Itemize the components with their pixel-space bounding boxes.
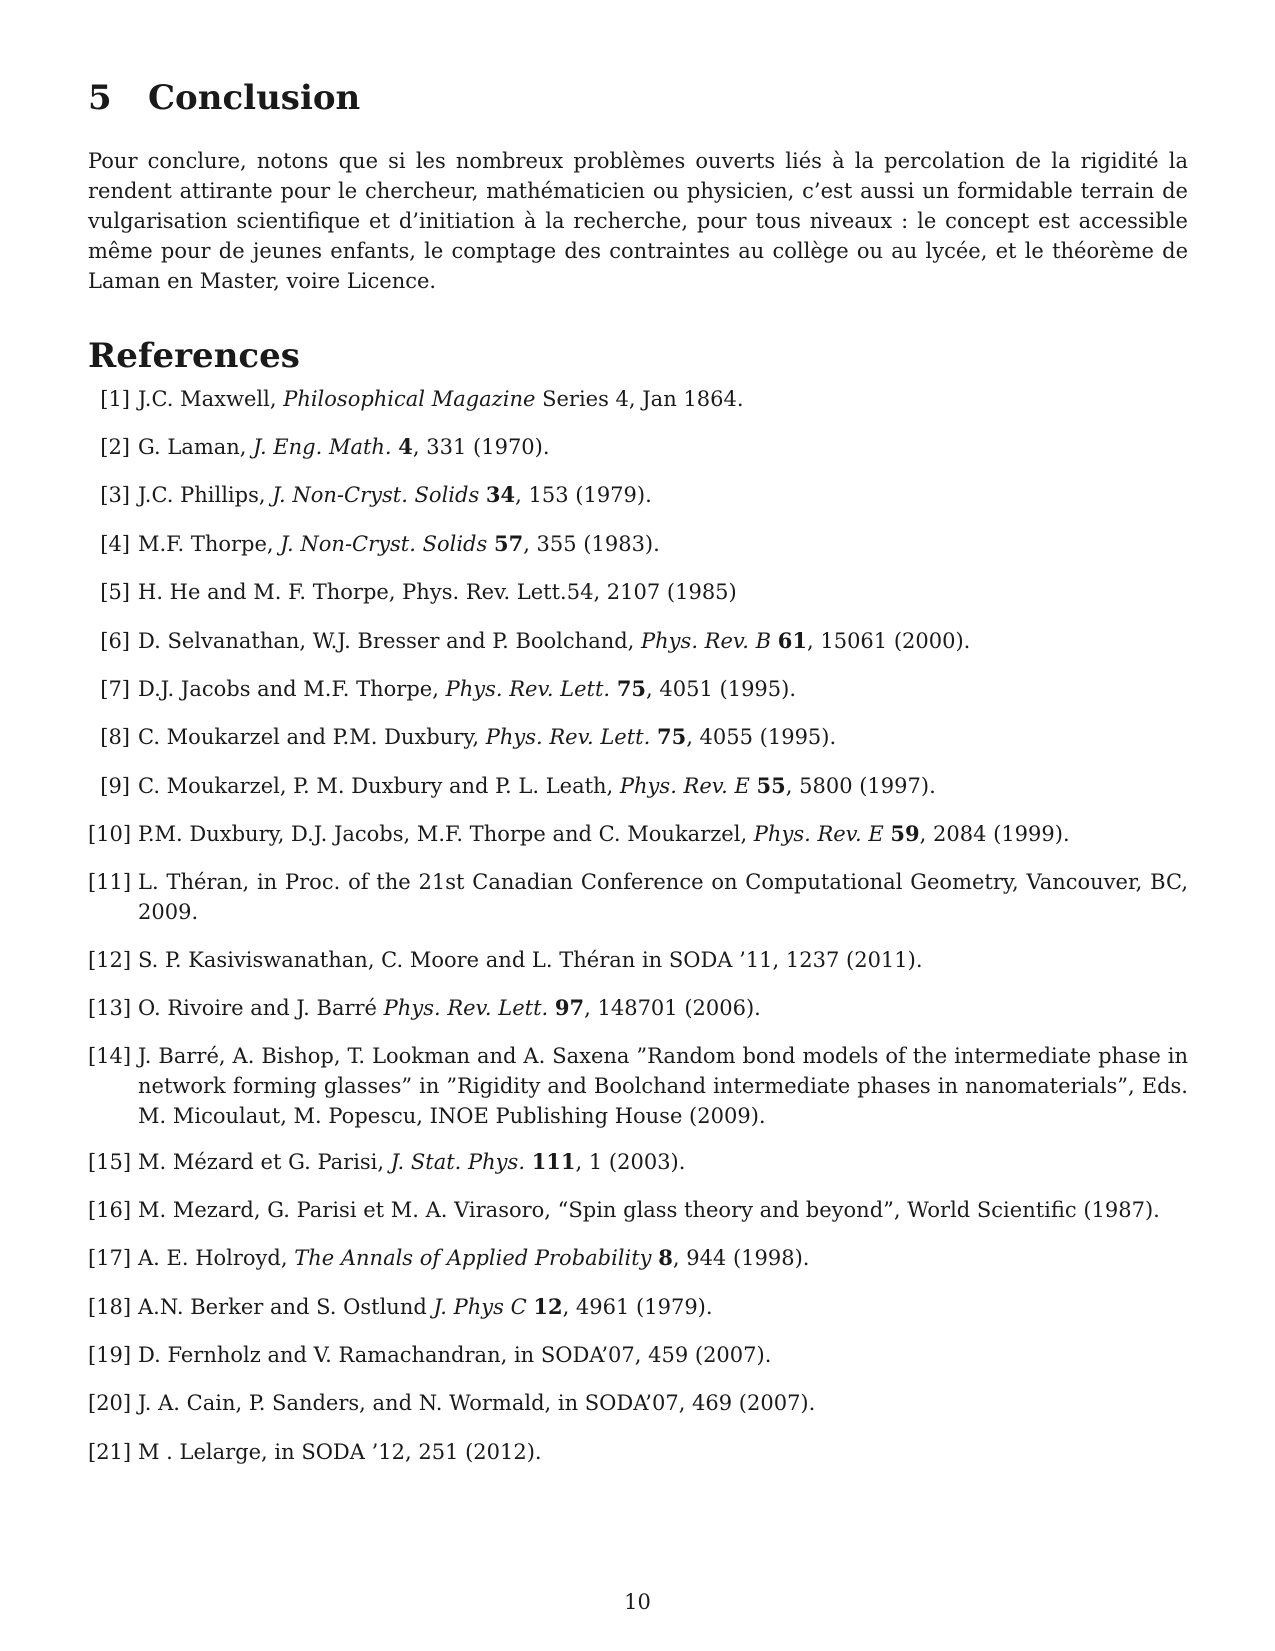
reference-label: [10] <box>88 822 132 846</box>
reference-fragment: , 1 (2003). <box>575 1150 686 1174</box>
reference-fragment: P.M. Duxbury, D.J. Jacobs, M.F. Thorpe and C. Moukarzel, <box>138 822 754 846</box>
reference-volume: 75 <box>616 676 647 701</box>
reference-text <box>138 1147 1188 1177</box>
reference-fragment <box>650 725 657 749</box>
reference-text <box>138 432 1188 462</box>
reference-text <box>138 819 1188 849</box>
reference-label: [14] <box>88 1044 132 1068</box>
reference-volume: 97 <box>554 995 585 1020</box>
reference-fragment: L. Théran, in Proc. of the 21st Canadian Conference on Computational Geometry, Vancouver, BC, 2009. <box>138 870 1188 924</box>
section-number: 5 <box>88 78 112 118</box>
reference-label: [15] <box>88 1150 132 1174</box>
section-title: Conclusion <box>148 78 361 118</box>
reference-label: [1] <box>100 387 130 411</box>
reference-label: [11] <box>88 870 132 894</box>
reference-label: [18] <box>88 1295 132 1319</box>
reference-label: [20] <box>88 1391 132 1415</box>
reference-fragment: M. Mezard, G. Parisi et M. A. Virasoro, “Spin glass theory and beyond”, World Scientific (1987). <box>138 1198 1160 1222</box>
conclusion-paragraph: Pour conclure, notons que si les nombreux problèmes ouverts liés à la percolation de la rigidité la rendent attirante pour le chercheur, mathématicien ou physicien, c’est aussi un formidable terrain de vulgarisation scientifique et d’initiation à la recherche, pour tous niveaux : le concept est accessible même pour de jeunes enfants, le comptage des contraintes au collège ou au lycée, et le théorème de Laman en Master, voire Licence. <box>88 149 1188 293</box>
reference-volume: 55 <box>756 773 786 798</box>
reference-volume: 111 <box>531 1149 576 1174</box>
reference-journal: Phys. Rev. B <box>641 629 772 653</box>
reference-text <box>138 1243 1188 1273</box>
reference-fragment: , 4055 (1995). <box>686 725 837 749</box>
reference-fragment: J. A. Cain, P. Sanders, and N. Wormald, in SODA’07, 469 (2007). <box>138 1391 816 1415</box>
reference-fragment: G. Laman, <box>138 435 254 459</box>
reference-fragment: M.F. Thorpe, <box>138 532 281 556</box>
reference-fragment: , 148701 (2006). <box>584 996 761 1020</box>
reference-fragment: Series 4, Jan 1864. <box>535 387 744 411</box>
reference-fragment <box>610 677 617 701</box>
reference-volume: 12 <box>533 1294 563 1319</box>
reference-fragment: D. Fernholz and V. Ramachandran, in SODA’07, 459 (2007). <box>138 1343 772 1367</box>
reference-journal: J. Phys C <box>433 1295 527 1319</box>
page-number: 10 <box>624 1590 651 1614</box>
reference-fragment: , 331 (1970). <box>412 435 550 459</box>
reference-fragment: , 4961 (1979). <box>562 1295 713 1319</box>
reference-text <box>138 1340 1188 1370</box>
reference-text <box>138 722 1188 752</box>
reference-volume: 8 <box>658 1245 673 1270</box>
reference-volume: 59 <box>890 821 920 846</box>
reference-text <box>138 480 1188 510</box>
reference-volume: 75 <box>656 724 687 749</box>
reference-fragment <box>487 532 494 556</box>
reference-journal: J. Non-Cryst. Solids <box>280 532 488 556</box>
reference-volume: 4 <box>398 434 413 459</box>
reference-label: [2] <box>100 435 130 459</box>
reference-journal: J. Stat. Phys. <box>390 1150 525 1174</box>
reference-journal: Phys. Rev. E <box>619 774 750 798</box>
reference-fragment: J.C. Maxwell, <box>138 387 284 411</box>
reference-fragment: J. Barré, A. Bishop, T. Lookman and A. Saxena ”Random bond models of the intermediate phase in network forming glasses” in ”Rigidity and Boolchand intermediate phases in nanomaterials”, Eds. M. Micoulaut, M. Popescu, INOE Publishing House (2009). <box>138 1044 1188 1128</box>
reference-fragment: , 944 (1998). <box>672 1246 810 1270</box>
reference-fragment <box>548 996 555 1020</box>
reference-journal: Phys. Rev. Lett. <box>383 996 549 1020</box>
reference-label: [21] <box>88 1440 132 1464</box>
reference-fragment: , 2084 (1999). <box>919 822 1070 846</box>
reference-text <box>138 384 1188 414</box>
reference-journal: Phys. Rev. E <box>753 822 884 846</box>
reference-label: [4] <box>100 532 130 556</box>
reference-text <box>138 945 1188 975</box>
reference-fragment: , 15061 (2000). <box>807 629 971 653</box>
reference-text <box>138 626 1188 656</box>
section-heading <box>88 78 360 118</box>
reference-fragment: H. He and M. F. Thorpe, Phys. Rev. Lett.54, 2107 (1985) <box>138 580 737 604</box>
reference-label: [16] <box>88 1198 132 1222</box>
reference-volume: 34 <box>485 482 516 507</box>
reference-label: [3] <box>100 483 130 507</box>
reference-text <box>138 1292 1188 1322</box>
reference-journal: J. Eng. Math. <box>253 435 392 459</box>
reference-volume: 57 <box>493 531 524 556</box>
reference-text <box>138 674 1188 704</box>
reference-fragment: C. Moukarzel and P.M. Duxbury, <box>138 725 486 749</box>
reference-fragment: A.N. Berker and S. Ostlund <box>138 1295 434 1319</box>
reference-label: [17] <box>88 1246 132 1270</box>
reference-text <box>138 867 1188 927</box>
reference-label: [7] <box>100 677 130 701</box>
reference-fragment: S. P. Kasiviswanathan, C. Moore and L. Théran in SODA ’11, 1237 (2011). <box>138 948 923 972</box>
reference-fragment <box>771 629 778 653</box>
reference-fragment: , 4051 (1995). <box>646 677 797 701</box>
reference-label: [6] <box>100 629 130 653</box>
reference-fragment: J.C. Phillips, <box>138 483 273 507</box>
reference-fragment: M. Mézard et G. Parisi, <box>138 1150 391 1174</box>
reference-journal: Phys. Rev. Lett. <box>485 725 651 749</box>
reference-fragment: M . Lelarge, in SODA ’12, 251 (2012). <box>138 1440 542 1464</box>
reference-fragment <box>479 483 486 507</box>
reference-fragment: O. Rivoire and J. Barré <box>138 996 384 1020</box>
references-heading: References <box>88 336 300 376</box>
reference-text <box>138 771 1188 801</box>
reference-journal: The Annals of Applied Probability <box>294 1246 652 1270</box>
reference-label: [9] <box>100 774 130 798</box>
reference-journal: Philosophical Magazine <box>283 387 536 411</box>
reference-label: [19] <box>88 1343 132 1367</box>
reference-journal: Phys. Rev. Lett. <box>445 677 611 701</box>
reference-fragment: A. E. Holroyd, <box>138 1246 295 1270</box>
reference-fragment: D.J. Jacobs and M.F. Thorpe, <box>138 677 446 701</box>
reference-fragment: , 5800 (1997). <box>785 774 936 798</box>
reference-label: [13] <box>88 996 132 1020</box>
reference-fragment: , 355 (1983). <box>523 532 660 556</box>
reference-text <box>138 529 1188 559</box>
reference-journal: J. Non-Cryst. Solids <box>272 483 480 507</box>
reference-label: [8] <box>100 725 130 749</box>
reference-fragment <box>750 774 757 798</box>
reference-text <box>138 1388 1188 1418</box>
reference-label: [12] <box>88 948 132 972</box>
reference-fragment <box>525 1150 532 1174</box>
reference-text <box>138 993 1188 1023</box>
reference-text <box>138 1041 1188 1131</box>
reference-fragment: D. Selvanathan, W.J. Bresser and P. Boolchand, <box>138 629 642 653</box>
reference-text <box>138 1437 1188 1467</box>
reference-volume: 61 <box>777 628 807 653</box>
reference-text <box>138 577 1188 607</box>
reference-fragment: C. Moukarzel, P. M. Duxbury and P. L. Leath, <box>138 774 620 798</box>
reference-label: [5] <box>100 580 130 604</box>
reference-text <box>138 1195 1188 1225</box>
reference-fragment: , 153 (1979). <box>515 483 652 507</box>
